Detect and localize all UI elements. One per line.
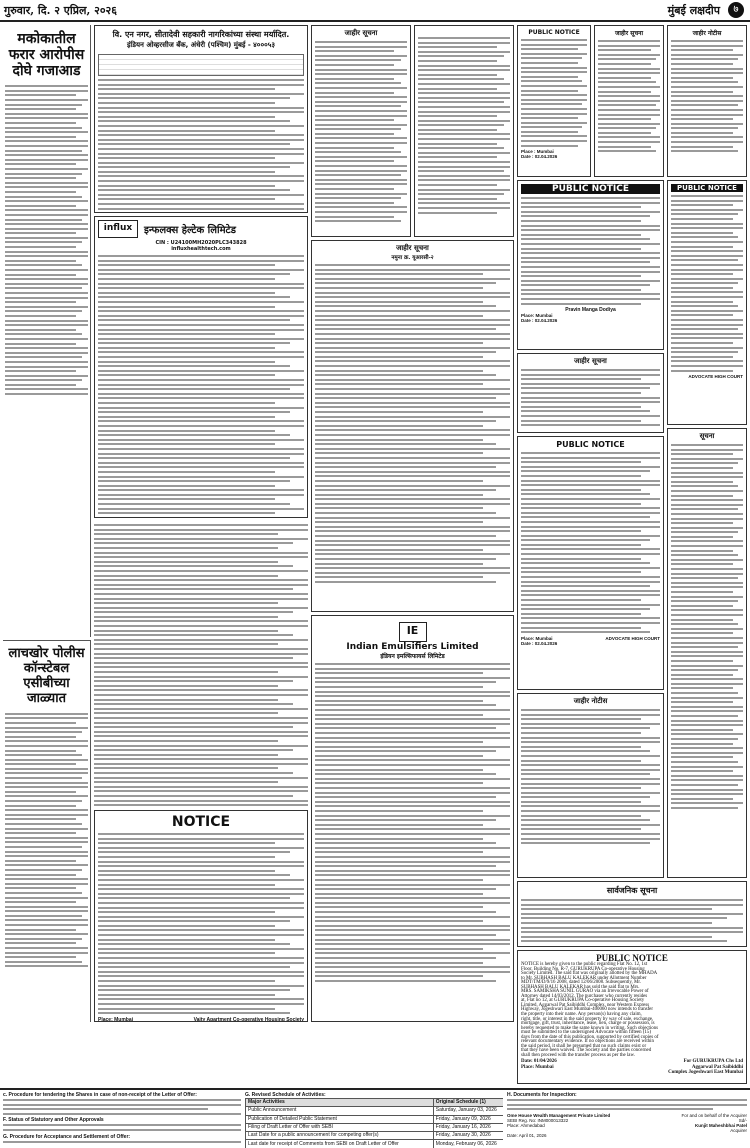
bank-notice-line1: वि. एन नगर, सीतादेवी सहकारी नागरिकांच्या संस्था मर्यादित.: [112, 30, 290, 39]
table-row: Filing of Draft Letter of Offer with SEBI Friday, January 16, 2026: [246, 1123, 504, 1131]
jahir-urc-subtitle: नमुना क्र. यूआरसी-२: [391, 255, 434, 261]
page-header: [0, 0, 750, 22]
influx-company-name: इन्फलक्स हेल्टेक लिमिटेड: [144, 225, 236, 236]
gurukrupa-public-notice: [517, 950, 747, 1084]
public-notice-col4: [517, 436, 664, 690]
gurukrupa-signer3: Complex Jogeshwari East Mumbai: [668, 1070, 743, 1076]
jahir-col5-title: जाहीर नोटीस: [692, 30, 722, 37]
jahir-suchana-top: [311, 25, 411, 237]
table-row: Publication of Detailed Public Statement Friday, January 09, 2026: [246, 1115, 504, 1123]
jahir-col4: [594, 25, 664, 177]
offer-signer3: Kunjit Maheshbhai Patel: [694, 1122, 747, 1128]
public-notice-col5: [667, 180, 747, 425]
katariya-notice-org: Vaity Apartment Co-operative Housing Society: [193, 1016, 304, 1022]
pn-mid-place: Place: Mumbai: [521, 313, 553, 319]
offer-signer4: Acquirer: [730, 1127, 747, 1133]
news2-body: [3, 713, 90, 968]
jahir-col4c: [517, 693, 664, 878]
katariya-notice-place: Place: Mumbai: [98, 1016, 134, 1022]
public-notice-mid: [517, 180, 664, 350]
newspaper-name: मुंबई लक्षदीप: [667, 4, 720, 17]
offer-h-title: H. Documents for Inspection:: [507, 1092, 577, 1098]
offer-left-column: [3, 1092, 241, 1148]
ie-logo: IE: [399, 622, 427, 642]
table-row: Last date for receipt of Comments from SEBI on Draft Letter of Offer Monday, February 06, 2026: [246, 1140, 504, 1148]
page-number: ७: [728, 2, 744, 18]
open-offer-section: [0, 1088, 750, 1148]
gurukrupa-signer1: For GURUKRUPA Chs Ltd: [683, 1059, 743, 1065]
jahir-col5: [667, 25, 747, 177]
schedule-table: [245, 1098, 503, 1148]
bank-notice-table: [98, 54, 304, 76]
offer-c-title: c. Procedure for tendering the Shares in case of non-receipt of the Letter of Offer:: [3, 1092, 197, 1098]
offer-f-title: F. Status of Statutory and Other Approvals: [3, 1117, 104, 1124]
pn-mid-signer: Pravin Manga Dodiya: [565, 307, 616, 314]
bank-notice: [94, 25, 308, 213]
offer-date: Date: April 01, 2026: [507, 1132, 547, 1138]
ie-company-name: Indian Emulsifiers Limited: [346, 642, 479, 652]
katariya-notice-body: [98, 833, 304, 1014]
influx-logo: influx: [98, 220, 138, 238]
gurukrupa-place: Place: Mumbai: [521, 1064, 554, 1070]
news1-headline: मकोकातील फरार आरोपीस दोघे गजाआड: [8, 31, 85, 80]
jahir-col4-title: जाहीर सूचना: [614, 30, 644, 37]
ie-company-name-mr: इंडियन इमल्सिफायर्स लिमिटेड: [380, 653, 445, 660]
gurukrupa-title: PUBLIC NOTICE: [596, 953, 668, 963]
jahir-col4c-title: जाहीर नोटीस: [573, 697, 608, 705]
offer-g-title: G. Procedure for Acceptance and Settlement of Offer:: [3, 1133, 131, 1140]
katariya-notice-title: NOTICE: [171, 814, 231, 830]
bank-notice-line2: इंडियन ओव्हरसीज बँक, अंधेरी (पश्चिम) मुंबई - ४०००५३: [126, 41, 276, 49]
gurukrupa-body: NOTICE is hereby given to the public regarding Flat No. 12, 1st Floor, Building No. R-7, GURUKRUPA Co-operative Housing Society Limited. The said flat was originally allotted by the MHADA to Mr. SUBHASH BALU KALEKAR under Allotment Number MDT/TM/D/9/16 2008, dated 12/06/2008. Subsequently, Mr. SUBHASH BALU KALEKAR has sold the said flat to Mrs. MRS. SAMIKSHA SUNIL GURAO via an Irrevocable Power of Attorney dated 14/03/2012. The purchaser who currently resides at, Flat no 12, at GURUKRUPA Co-operative Housing Society Limited, Aggarwal Pat Saibiddhi Complex, near Western Express Highway, Jogeshwari East Mumbai-400060 now intends to transfer the property into their name. Any person(s) having any claim, right, title, or interest in the said property by way of sale, exchange, mortgage, gift, trust, inheritance, lease, lien, charge or possession, is hereby requested to make the same known in writing. Such objections must be submitted to the undersigned Advocate within fifteen (15) days from the date of this publication, supported by certified copies of relevant documentary evidence. If no objections are received within the said period, it shall be presumed that no such claims exist or that they have been waived. The Society and the parties concerned shall then proceed with the transfer process as per the law.: [521, 962, 659, 1058]
news-column: [3, 25, 91, 637]
pn-col4-date: Date : 02.04.2026: [521, 640, 558, 646]
schedule-col-original: Original Schedule (1): [433, 1099, 503, 1107]
suchana-col5-title: सूचना: [699, 432, 715, 440]
manager-name: Ome House Wealth Management Private Limited: [507, 1112, 611, 1118]
suchana-col5: [667, 428, 747, 878]
sarvajanik-title: सार्वजनिक सूचना: [606, 886, 658, 895]
jahir-col4b-title: जाहीर सूचना: [574, 357, 607, 365]
pn-mid-date: Date : 02.04.2026: [521, 318, 558, 324]
katariya-notice: [94, 810, 308, 1022]
influx-notice: [94, 216, 308, 518]
news-column-2: [3, 640, 91, 1022]
jahir-col4b: [517, 353, 664, 433]
jahir-suchana-top-2: [414, 25, 514, 237]
schedule-title: G. Revised Schedule of Activities:: [245, 1092, 326, 1098]
offer-place: Place: Ahmedabad: [507, 1122, 545, 1128]
sarvajanik-suchana: [517, 881, 747, 947]
offer-signer1: For and on behalf of the Acquirer: [681, 1112, 747, 1118]
gurukrupa-date: Date: 01/04/2026: [521, 1059, 557, 1065]
jahir-top-title: जाहीर सूचना: [344, 29, 378, 37]
news2-headline: लाचखोर पोलीस कॉन्स्टेबल एसीबीच्या जाळ्यात: [8, 646, 85, 706]
news1-body: [3, 85, 90, 395]
influx-body: [98, 255, 304, 518]
pn-small-title: PUBLIC NOTICE: [528, 29, 580, 36]
schedule-col-activity: Major Activities: [246, 1099, 434, 1107]
pn-col5-advocate: ADVOCATE HIGH COURT: [688, 374, 743, 380]
offer-signer2: Sd/-: [738, 1117, 747, 1123]
pn-col4-title: PUBLIC NOTICE: [556, 440, 625, 449]
manager-sebi-reg: SEBI Reg. No: INM000013322: [507, 1117, 569, 1123]
jahir-suchana-urc: [311, 240, 514, 612]
public-notice-small: [517, 25, 591, 177]
table-row: Last Date for a public announcement for competing offer(s) Friday, January 30, 2026: [246, 1132, 504, 1140]
pn-col4-place: Place: Mumbai: [521, 635, 553, 641]
bank-notice-body: [98, 79, 304, 213]
influx-body-cont: [94, 521, 308, 807]
pn-small-date: Date : 02.04.2026: [521, 154, 558, 160]
offer-schedule: [245, 1092, 503, 1148]
table-row: Public Announcement Saturday, January 03, 2026: [246, 1107, 504, 1115]
pn-col5-title: PUBLIC NOTICE: [671, 184, 743, 192]
pn-small-place: Place : Mumbai: [521, 149, 554, 155]
influx-website: influxhealthtech.com: [171, 246, 231, 252]
pn-col4-advocate: ADVOCATE HIGH COURT: [605, 635, 660, 641]
issue-date: गुरुवार, दि. २ एप्रिल, २०२६: [4, 4, 117, 17]
influx-cin: CIN : U24100MH2020PLC343828: [155, 240, 247, 246]
gurukrupa-signer2: Aggarwal Pat Saibiddhi: [691, 1064, 743, 1070]
pn-mid-title: PUBLIC NOTICE: [521, 184, 660, 194]
indian-emulsifiers-notice: [311, 615, 514, 1022]
jahir-urc-title: जाहीर सूचना: [396, 244, 429, 252]
offer-right-column: [507, 1092, 747, 1148]
